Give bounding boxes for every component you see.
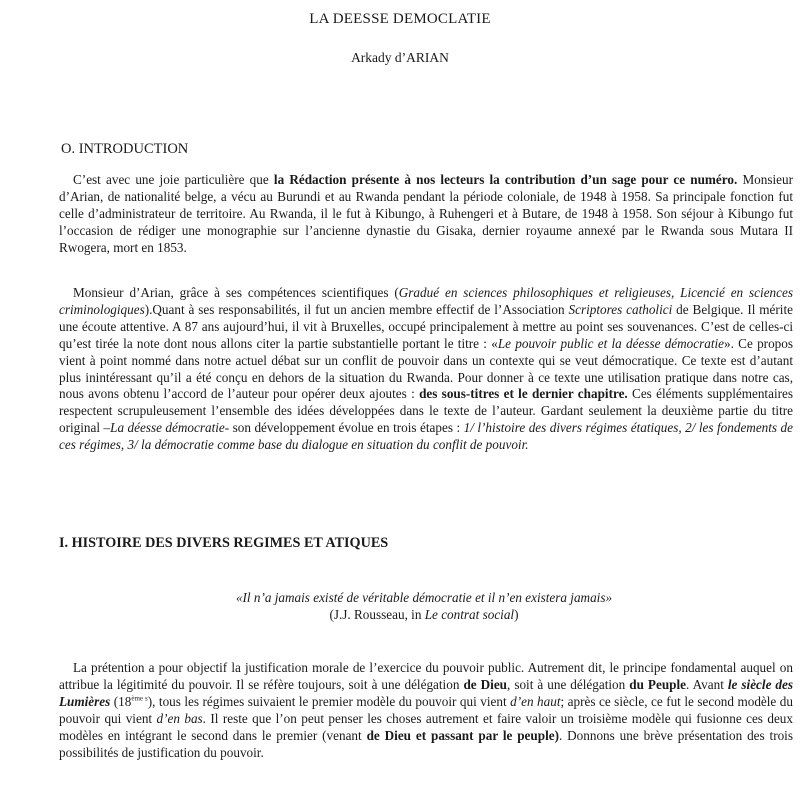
bold-text-run: de Dieu et passant par le peuple) [366,727,559,743]
introduction-heading: O. INTRODUCTION [61,141,189,157]
text-run: (18 [110,693,132,709]
text-run: Monsieur d’Arian, de nationalité belge, a vécu au Burundi et au Rwanda pendant la période coloniale, de 1948 à 1958. Sa principale fonction fut celle d’administrateur de territoire. Au Rwanda, il le fut à Kibungo, à Ruhengeri et à Butare, de 1948 à 1958. Son séjour à Kibungo fut l’occasion de rédiger une monographie sur l’ancienne dynastie du Gisaka, dernier royaume annexé par le Rwanda sous Mutara II Rwogera, mort en 1853. [59,172,793,255]
italic-text-run: Scriptores catholici [568,301,673,317]
bold-text-run: la Rédaction présente à nos lecteurs la contribution d’un sage pour ce numéro. [273,172,738,187]
italic-text-run: d’en haut [510,693,561,709]
italic-text-run: La déesse démocratie [110,420,225,436]
bold-text-run: des sous-titres et le dernier chapitre. [419,386,628,402]
introduction-paragraph-2 [59,285,793,454]
quote-source-work: Le contrat social [424,606,515,622]
text-run: Monsieur d’Arian, grâce à ses compétences scientifiques ( [73,285,399,300]
text-run: de Belgique. Il mérite une écoute attentive. A 87 ans aujourd’hui, il vit à Bruxelles, occupé principalement à mettre au point ses souvenances. C’est de celles-ci qu’est tirée la note dont nous allons citer la partie substantielle portant le titre : « [59,301,793,351]
quote-text: «Il n’a jamais existé de véritable démocratie et il n’en existera jamais» [235,590,613,605]
bold-italic-text-run: le siècle des Lumières [59,676,794,709]
document-title: LA DEESSE DEMOCLATIE [309,11,491,27]
document-author: Arkady d’ARIAN [351,50,449,65]
text-run: , soit à une délégation [507,676,630,692]
bold-text-run: de Dieu [463,676,508,692]
text-run: Ces éléments supplémentaires respectent scrupuleusement l’ensemble des idées développées dans le texte de l’auteur. Gardant seulement la deuxième partie du titre original – [59,386,793,436]
text-run: La prétention a pour objectif la justification morale de l’exercice du pouvoir public. Autrement dit, le principe fondamental auquel on attribue la légitimité du pouvoir. Il se réfère toujours, soit à une délégation [59,660,793,692]
epigraph-quote [0,590,800,623]
italic-text-run: 1/ l’histoire des divers régimes étatiques, 2/ les fondements de ces régimes, 3/ la démocratie comme base du dialogue en situation du conflit de pouvoir. [59,420,794,453]
quote-source-prefix: (J.J. Rousseau, in [329,606,425,622]
text-run: ), tous les régimes suivaient le premier modèle du pouvoir qui vient [147,693,511,709]
text-run: . Donnons une brève présentation des trois possibilités de justification du pouvoir. [59,727,793,760]
quote-source [0,607,800,624]
text-run: . Il reste que l’on peut penser les choses autrement et faire valoir un troisième modèle qui fusionne ces deux modèles en intégrant le second dans le premier (venant [59,710,793,743]
italic-text-run: Gradué en sciences philosophiques et religieuses, Licencié en sciences criminologiques [59,285,793,317]
bold-text-run: du Peuple [629,676,687,692]
introduction-paragraph-1 [59,172,793,257]
quote-source-suffix: ) [514,606,519,622]
text-run: ).Quant à ses responsabilités, il fut un ancien membre effectif de l’Association [144,301,569,317]
text-run: . Avant [686,676,728,692]
section-1-heading: I. HISTOIRE DES DIVERS REGIMES ET ATIQUES [59,535,389,551]
italic-text-run: Le pouvoir public et la déesse démocratie [497,335,725,351]
section-1-paragraph-1 [59,660,793,761]
italic-text-run: d’en bas [156,710,203,726]
text-run: ; après ce siècle, ce fut le second modèle du pouvoir qui vient [59,693,793,726]
text-run: C’est avec une joie particulière que [73,172,274,187]
text-run: - son développement évolue en trois étapes : [224,420,464,436]
text-run: ». Ce propos vient à point nommé dans notre actuel débat sur un conflit de pouvoir dans un contexte qui se veut démocratique. Ce texte est d’autant plus inintéressant qu’il a été conçu en dehors de la situation du Rwanda. Pour donner à ce texte une utilisation pratique dans notre cas, nous avons obtenu l’accord de l’auteur pour opérer deux ajoutes : [59,335,793,402]
superscript-text: ème s [131,694,148,703]
